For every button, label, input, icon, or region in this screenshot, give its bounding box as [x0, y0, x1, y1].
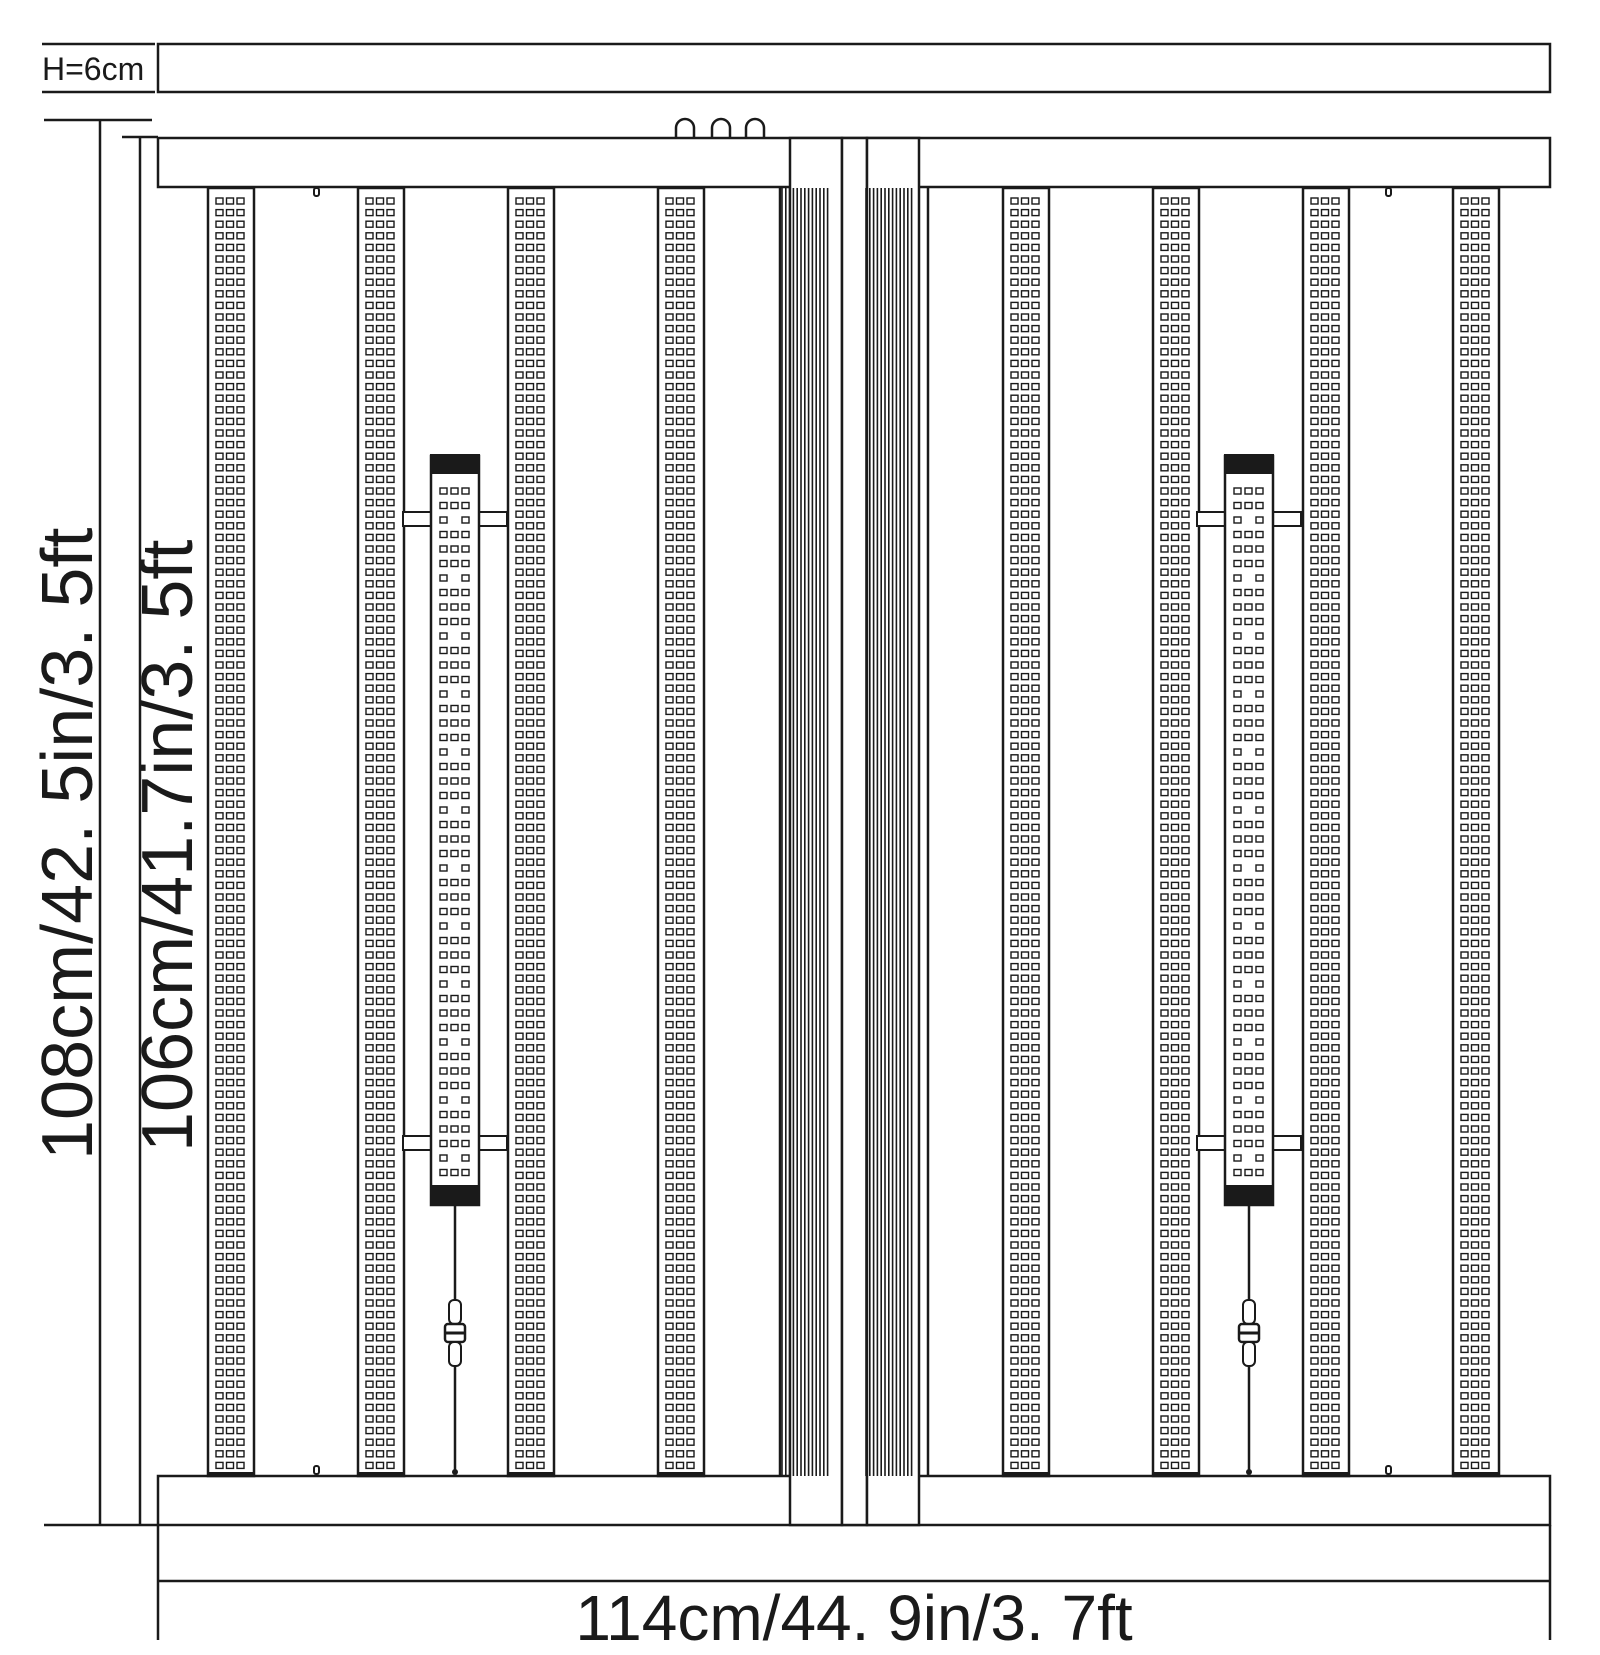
led-bar — [508, 188, 554, 1476]
driver-unit — [403, 454, 507, 1475]
height-label: H=6cm — [42, 51, 145, 87]
side-view-strip — [42, 44, 1550, 92]
led-bar — [208, 188, 254, 1476]
driver-cap — [1224, 454, 1274, 474]
outer-height-label: 108cm/42. 5in/3. 5ft — [28, 527, 108, 1160]
led-bar — [358, 188, 404, 1476]
driver-cap — [430, 454, 480, 474]
driver-unit — [1197, 454, 1301, 1475]
led-bar — [1003, 188, 1049, 1476]
led-bar — [658, 188, 704, 1476]
driver-cap — [1224, 1185, 1274, 1205]
width-label: 114cm/44. 9in/3. 7ft — [575, 1582, 1133, 1654]
led-bar — [1303, 188, 1349, 1476]
inner-height-label: 106cm/41.7in/3. 5ft — [128, 539, 208, 1152]
driver-cap — [430, 1185, 480, 1205]
hanging-loops — [676, 119, 764, 138]
led-bar — [1153, 188, 1199, 1476]
led-bar — [1453, 188, 1499, 1476]
